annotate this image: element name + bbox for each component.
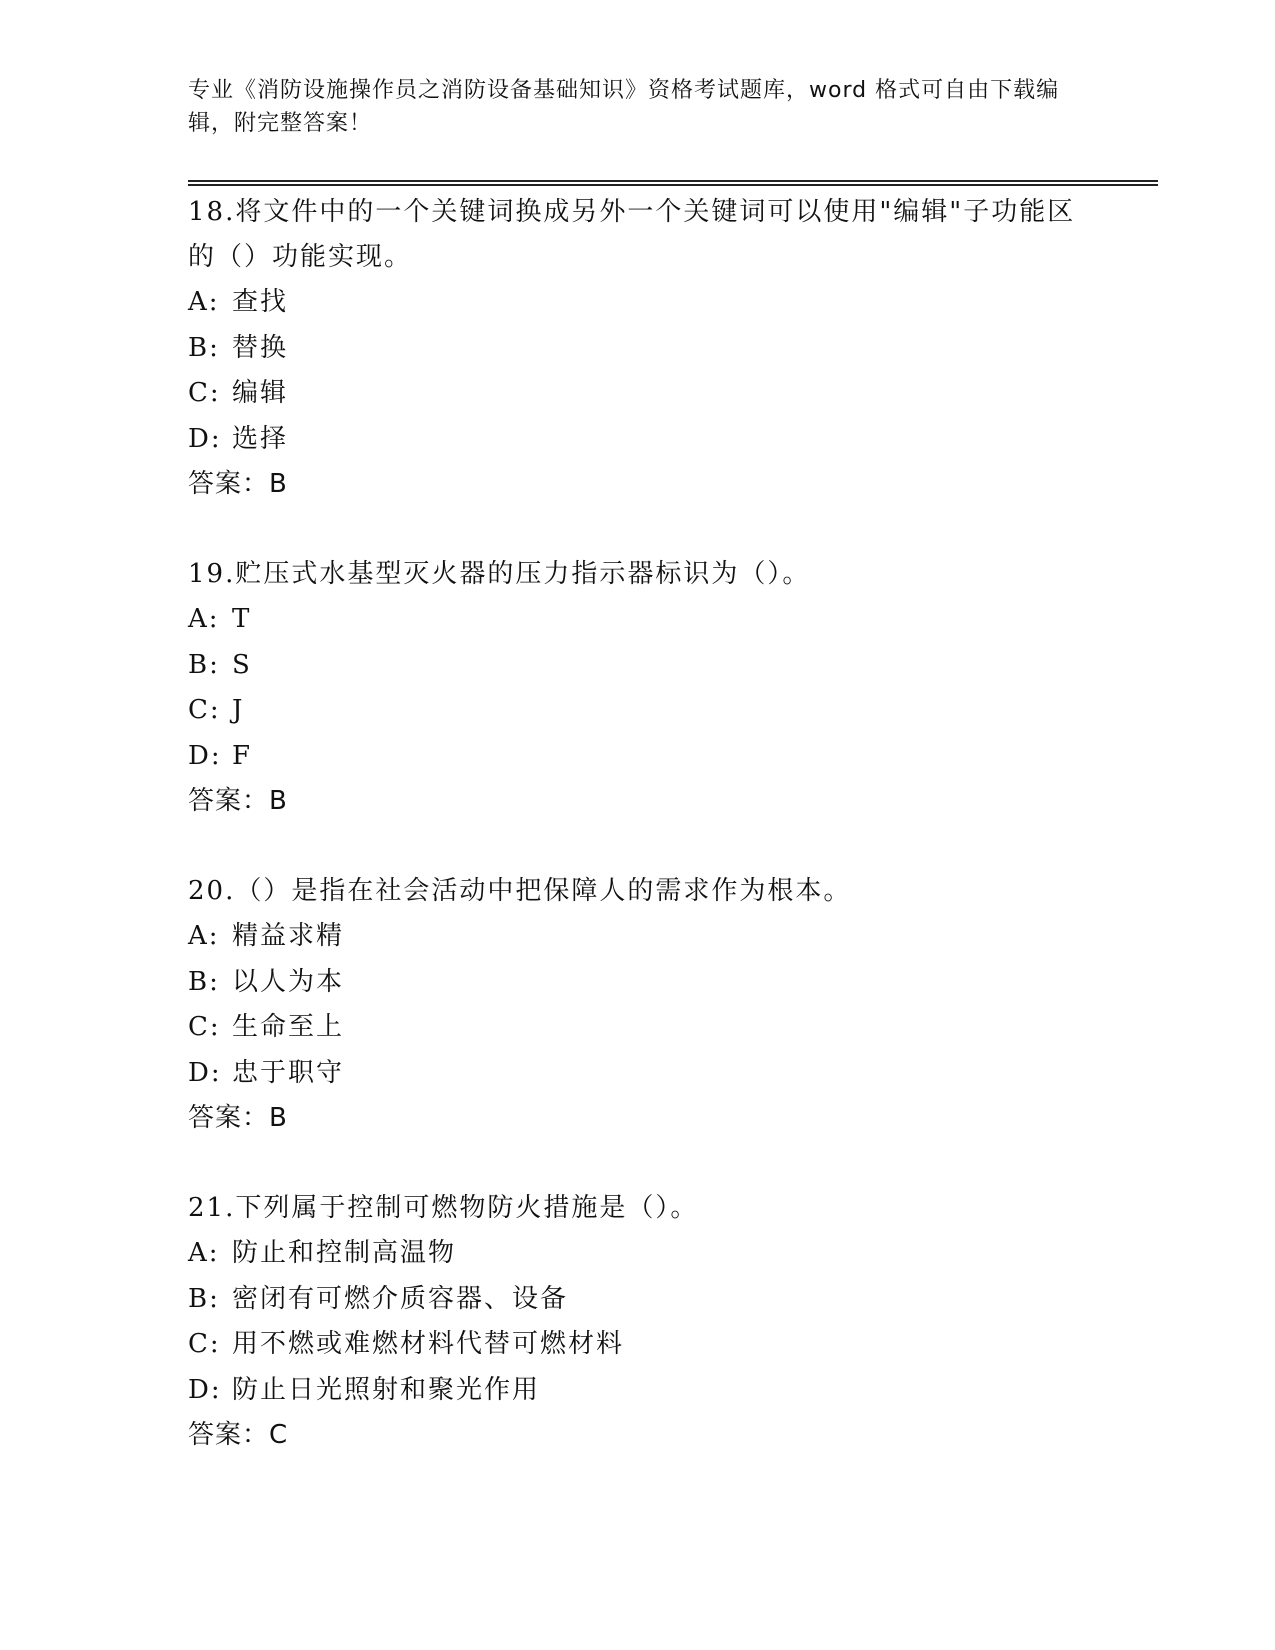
option-text: 忠于职守 (232, 1057, 345, 1088)
option-b (188, 1277, 1088, 1323)
option-text: 编辑 (232, 378, 289, 408)
option-c (188, 371, 1088, 417)
option-letter: C: (188, 695, 221, 725)
option-text: 生命至上 (232, 1012, 345, 1042)
option-text: 以人为本 (232, 966, 345, 997)
option-a (188, 1231, 1088, 1277)
option-text: 查找 (232, 287, 289, 317)
question-21 (188, 1186, 1088, 1458)
option-letter: D: (188, 1374, 222, 1405)
answer-line: 答案：B (188, 469, 288, 499)
option-b (188, 643, 1088, 689)
question-19 (188, 552, 1088, 824)
option-letter: B: (188, 649, 220, 680)
option-c (188, 688, 1088, 734)
option-text: 用不燃或难燃材料代替可燃材料 (232, 1329, 625, 1359)
option-text: 防止日光照射和聚光作用 (232, 1374, 541, 1405)
question-18 (188, 190, 1088, 507)
option-letter: A: (188, 604, 220, 634)
option-letter: A: (188, 921, 220, 951)
option-letter: B: (188, 332, 220, 363)
option-letter: B: (188, 1283, 220, 1314)
question-list (188, 190, 1088, 1503)
option-a (188, 914, 1088, 960)
option-letter: D: (188, 740, 222, 771)
question-stem: 20.（）是指在社会活动中把保障人的需求作为根本。 (188, 876, 852, 906)
option-letter: D: (188, 423, 222, 454)
question-stem: 21.下列属于控制可燃物防火措施是（）。 (188, 1193, 699, 1223)
option-d (188, 1368, 1088, 1414)
option-b (188, 326, 1088, 372)
option-text: T (232, 604, 252, 634)
option-text: 替换 (232, 332, 289, 363)
option-b (188, 960, 1088, 1006)
option-text: 密闭有可燃介质容器、设备 (232, 1283, 569, 1314)
option-letter: A: (188, 1238, 220, 1268)
option-a (188, 597, 1088, 643)
option-c (188, 1005, 1088, 1051)
question-stem: 18.将文件中的一个关键词换成另外一个关键词可以使用"编辑"子功能区的（）功能实现。 (188, 197, 1076, 272)
header-divider-top (188, 180, 1158, 182)
option-d (188, 1051, 1088, 1097)
option-letter: A: (188, 287, 220, 317)
answer-line: 答案：B (188, 1103, 288, 1133)
question-stem: 19.贮压式水基型灭火器的压力指示器标识为（）。 (188, 559, 811, 589)
answer-line: 答案：C (188, 1420, 289, 1450)
option-letter: D: (188, 1057, 222, 1088)
option-d (188, 734, 1088, 780)
option-text: S (232, 649, 252, 680)
option-c (188, 1322, 1088, 1368)
answer-line: 答案：B (188, 786, 288, 816)
option-text: 选择 (232, 423, 289, 454)
option-letter: C: (188, 1329, 221, 1359)
option-text: 防止和控制高温物 (232, 1238, 457, 1268)
question-20 (188, 869, 1088, 1141)
option-d (188, 417, 1088, 463)
option-letter: C: (188, 1012, 221, 1042)
option-letter: C: (188, 378, 221, 408)
option-letter: B: (188, 966, 220, 997)
option-text: F (232, 740, 253, 771)
header-divider-bottom (188, 184, 1158, 186)
document-header: 专业《消防设施操作员之消防设备基础知识》资格考试题库，word 格式可自由下载编辑，附完整答案！ (188, 78, 1060, 136)
option-text: 精益求精 (232, 921, 345, 951)
option-text: J (232, 695, 245, 725)
option-a (188, 280, 1088, 326)
